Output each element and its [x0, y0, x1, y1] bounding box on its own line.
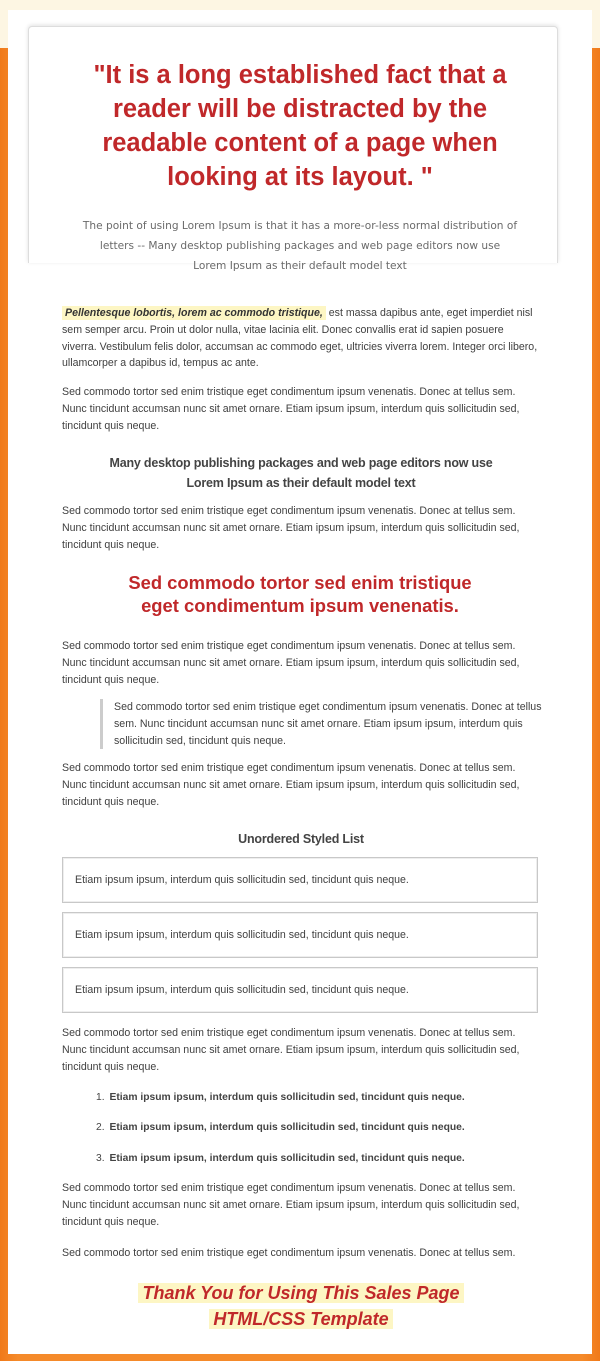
ordered-list-item: [96, 1122, 536, 1133]
intro-paragraph: [62, 305, 540, 372]
list-item: [62, 967, 538, 1013]
section-subheading: Many desktop publishing packages and web page editors now use Lorem Ipsum as their default model text: [109, 456, 493, 490]
list-item-text: Etiam ipsum ipsum, interdum quis sollicitudin sed, tincidunt quis neque.: [75, 984, 409, 996]
unordered-list-title: Unordered Styled List: [238, 832, 364, 846]
list-item-text: Etiam ipsum ipsum, interdum quis sollicitudin sed, tincidunt quis neque.: [75, 874, 409, 886]
thank-you-line-1: Thank You for Using This Sales Page: [138, 1283, 463, 1303]
body-paragraph-5: Sed commodo tortor sed enim tristique eget condimentum ipsum venenatis. Donec at tellus sem. Nunc tincidunt accumsan nunc sit amet ornare. Etiam ipsum ipsum, interdum quis sollicitudin sed, tincidunt quis neque.: [62, 1027, 520, 1073]
ordered-list-number: 3.: [96, 1153, 105, 1164]
body-paragraph-6: Sed commodo tortor sed enim tristique eget condimentum ipsum venenatis. Donec at tellus sem. Nunc tincidunt accumsan nunc sit amet ornare. Etiam ipsum ipsum, interdum quis sollicitudin sed, tincidunt quis neque.: [62, 1182, 520, 1228]
thank-you-message: [62, 1280, 540, 1332]
list-item: [62, 912, 538, 958]
intro-text: est massa dapibus ante, eget imperdiet nisl sem semper arcu. Proin ut dolor nulla, vitae lacinia elit. Donec convallis erat id sapien posuere viverra. Vestibulum felis dolor, accumsan ac commodo eget, ultricies viverra lorem. Integer orci libero, ullamcorper a dapibus id, tempus ac ante.: [62, 307, 538, 370]
page-headline: "It is a long established fact that a reader will be distracted by the readable content of a page when looking at its layout. ": [93, 61, 507, 191]
red-section-heading: Sed commodo tortor sed enim tristique eget condimentum ipsum venenatis.: [128, 572, 472, 616]
ordered-list-number: 1.: [96, 1092, 105, 1103]
ordered-list-number: 2.: [96, 1122, 105, 1133]
ordered-list-text: Etiam ipsum ipsum, interdum quis sollicitudin sed, tincidunt quis neque.: [109, 1092, 465, 1103]
list-item-text: Etiam ipsum ipsum, interdum quis sollicitudin sed, tincidunt quis neque.: [75, 929, 409, 941]
ordered-list-item: [96, 1153, 536, 1164]
intro-highlight: Pellentesque lobortis, lorem ac commodo tristique,: [62, 306, 326, 320]
ordered-list-text: Etiam ipsum ipsum, interdum quis sollicitudin sed, tincidunt quis neque.: [109, 1153, 465, 1164]
list-item: [62, 857, 538, 903]
thank-you-line-2: HTML/CSS Template: [209, 1309, 392, 1329]
header-subline: The point of using Lorem Ipsum is that it has a more-or-less normal distribution of letters -- Many desktop publishing packages and web page editors now use Lorem Ipsum as their default model text: [82, 220, 518, 272]
body-paragraph-2: Sed commodo tortor sed enim tristique eget condimentum ipsum venenatis. Donec at tellus sem. Nunc tincidunt accumsan nunc sit amet ornare. Etiam ipsum ipsum, interdum quis sollicitudin sed, tincidunt quis neque.: [62, 505, 520, 551]
body-paragraph-4: Sed commodo tortor sed enim tristique eget condimentum ipsum venenatis. Donec at tellus sem. Nunc tincidunt accumsan nunc sit amet ornare. Etiam ipsum ipsum, interdum quis sollicitudin sed, tincidunt quis neque.: [62, 762, 520, 808]
blockquote: Sed commodo tortor sed enim tristique eget condimentum ipsum venenatis. Donec at tellus sem. Nunc tincidunt accumsan nunc sit amet ornare. Etiam ipsum ipsum, interdum quis sollicitudin sed, tincidunt quis neque.: [100, 699, 544, 749]
ordered-list-item: [96, 1092, 536, 1103]
body-paragraph-1: Sed commodo tortor sed enim tristique eget condimentum ipsum venenatis. Donec at tellus sem. Nunc tincidunt accumsan nunc sit amet ornare. Etiam ipsum ipsum, interdum quis sollicitudin sed, tincidunt quis neque.: [62, 386, 520, 432]
body-paragraph-3: Sed commodo tortor sed enim tristique eget condimentum ipsum venenatis. Donec at tellus sem. Nunc tincidunt accumsan nunc sit amet ornare. Etiam ipsum ipsum, interdum quis sollicitudin sed, tincidunt quis neque.: [62, 640, 520, 686]
body-paragraph-7: Sed commodo tortor sed enim tristique eget condimentum ipsum venenatis. Donec at tellus sem.: [62, 1247, 516, 1259]
ordered-list-text: Etiam ipsum ipsum, interdum quis sollicitudin sed, tincidunt quis neque.: [109, 1122, 465, 1133]
